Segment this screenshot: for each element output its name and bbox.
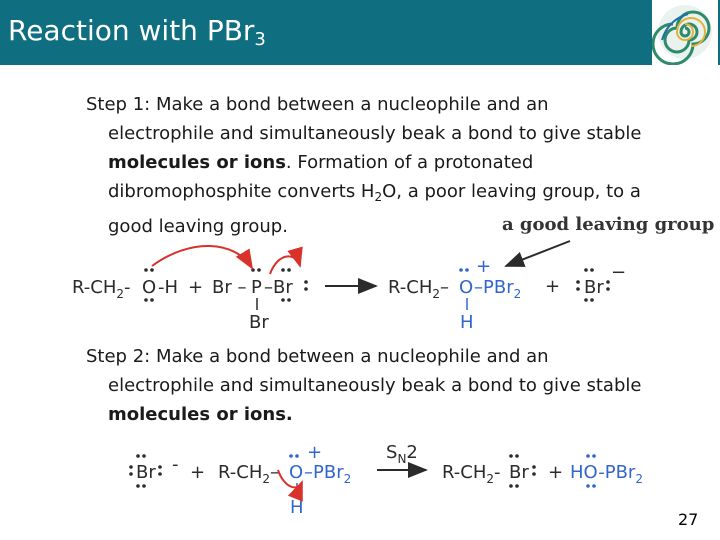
r2-plus: + xyxy=(190,462,206,483)
reaction-1 xyxy=(72,241,626,333)
r2-br-anion: Br xyxy=(136,462,156,483)
r2-h: H xyxy=(290,497,304,518)
step2-line1: Step 2: Make a bond between a nucleophile and an xyxy=(86,346,549,367)
reaction-2 xyxy=(129,442,643,518)
r2-rch2: $R-CH_2-$ xyxy=(218,462,280,486)
step1-line5: good leaving group. xyxy=(108,216,288,237)
r1-curved-arrow-1 xyxy=(152,246,252,268)
r1-minus: − xyxy=(611,262,627,283)
r2-prod-br: Br xyxy=(509,462,529,483)
r1-prod-pbr2: –PBr$_2$ xyxy=(474,277,522,301)
page-number: 27 xyxy=(678,510,699,529)
step1-line2: electrophile and simultaneously beak a bond to give stable xyxy=(108,123,642,144)
r1-prod-h: H xyxy=(460,312,474,333)
r2-minus: - xyxy=(172,454,179,475)
r1-phosphorus: P xyxy=(251,277,262,298)
r1-plus: + xyxy=(188,277,204,298)
r1-br-anion: Br xyxy=(584,277,604,298)
step1-line1: Step 1: Make a bond between a nucleophile and an xyxy=(86,94,549,115)
r1-br-left: Br – xyxy=(212,277,247,298)
r1-plus2: + xyxy=(545,276,561,297)
slide-title: Reaction with PBr$_3$ xyxy=(8,14,266,50)
r1-p-lone-pair xyxy=(251,268,261,272)
r1-prod-rch2: $R-CH_2-$ xyxy=(388,277,450,301)
r2-pbr2: –PBr$_2$ xyxy=(304,462,352,486)
r2-oxygen: O xyxy=(289,462,304,483)
r1-oh: -H xyxy=(158,277,179,298)
leaving-group-annotation: a good leaving group xyxy=(502,214,715,235)
r2-prod-rch2: $R-CH_2-$ xyxy=(442,462,501,486)
r1-br-bottom: Br xyxy=(249,312,269,333)
r2-o-lone-pair xyxy=(289,454,299,458)
step2-line3: molecules or ions. xyxy=(108,404,293,425)
r1-br-right: –Br xyxy=(264,277,293,298)
r1-oxygen: O xyxy=(142,277,157,298)
r2-o-plus: + xyxy=(307,442,323,463)
r1-prod-oxygen: O xyxy=(459,277,474,298)
r1-curved-arrow-2 xyxy=(270,256,300,274)
step2-line2: electrophile and simultaneously beak a bond to give stable xyxy=(108,375,642,396)
r2-hobr2: HO-PBr$_2$ xyxy=(570,462,643,486)
step1-line3: molecules or ions. Formation of a protonated xyxy=(108,152,534,173)
r2-plus2: + xyxy=(548,462,564,483)
leaving-group-pointer-arrow xyxy=(506,241,570,266)
r1-rch2: $R-CH_2-$ xyxy=(72,277,131,301)
step1-line4: dibromophosphite converts $H_2O$, a poor leaving group, to a xyxy=(108,181,641,204)
r2-sn2-label: $S_N2$ xyxy=(386,442,418,466)
r1-prod-plus: + xyxy=(476,256,492,277)
r1-prod-o-lone-pair xyxy=(459,268,469,272)
